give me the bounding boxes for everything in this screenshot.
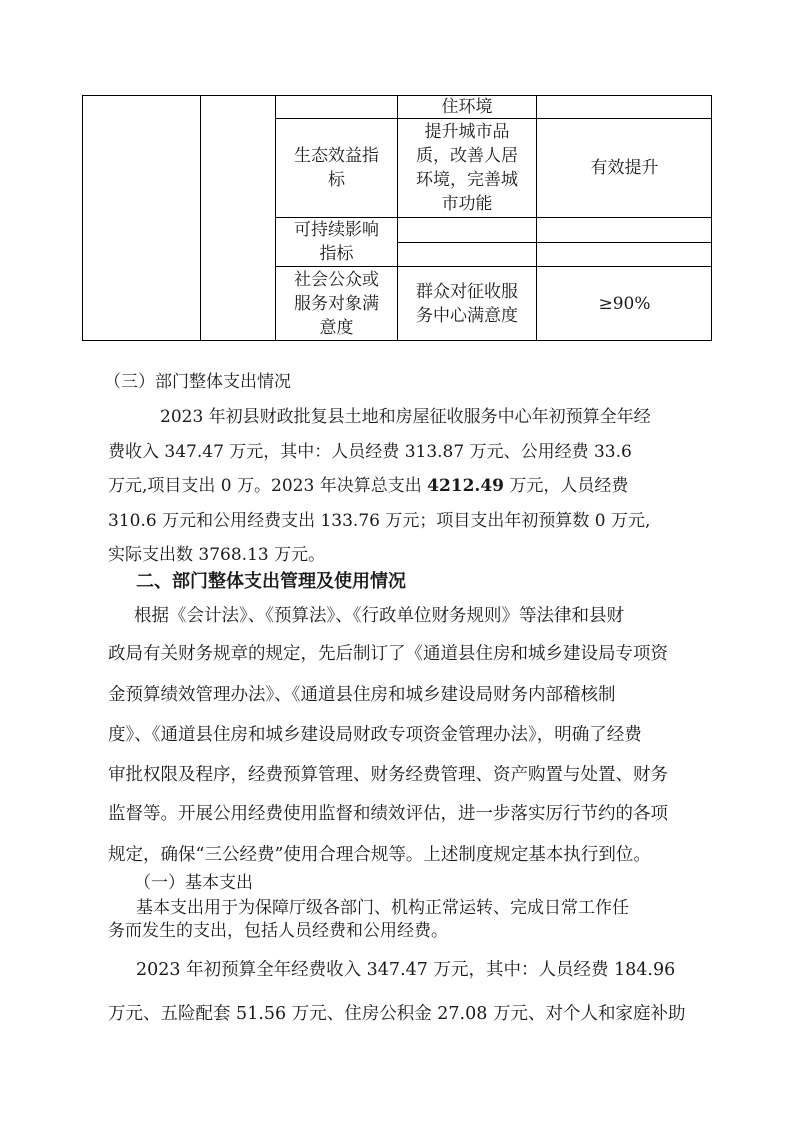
cell-text: 群众对征收服 (416, 281, 518, 302)
section-heading-overall-expenditure: （三）部门整体支出情况 (104, 372, 291, 392)
cell-text: 市功能 (441, 194, 493, 214)
paragraph-line: 万元、五险配套 51.56 万元、住房公积金 27.08 万元、对个人和家庭补助 (108, 1004, 686, 1024)
cell-text: 标 (328, 170, 345, 190)
cell-text: 有效提升 (590, 158, 659, 178)
cell-text: 质，改善人居 (416, 146, 518, 166)
paragraph-line: 310.6 万元和公用经费支出 133.76 万元；项目支出年初预算数 0 万元, (108, 511, 651, 531)
table-cell (398, 96, 536, 118)
cell-text: 务中心满意度 (416, 305, 518, 326)
cell-text: 服务对象满 (294, 293, 379, 314)
satisfaction-indicator-value (537, 267, 712, 340)
cell-text: ≥90% (598, 293, 651, 314)
paragraph-line: 监督等。开展公用经费使用监督和绩效评估，进一步落实厉行节约的各项 (108, 804, 668, 824)
paragraph-line: 基本支出用于为保障厅级各部门、机构正常运转、完成日常工作任 (136, 898, 629, 918)
section-heading-basic-expenditure: （一）基本支出 (134, 873, 253, 893)
paragraph-line: 金预算绩效管理办法》、《通道县住房和城乡建设局财务内部稽核制 (108, 685, 616, 705)
paragraph-line: 务而发生的支出，包括人员经费和公用经费。 (108, 921, 448, 941)
satisfaction-indicator-content (398, 267, 536, 340)
cell-text: 环境，完善城 (416, 170, 518, 190)
cell-text: 指标 (319, 244, 354, 264)
paragraph-line: 审批权限及程序，经费预算管理、财务经费管理、资产购置与处置、财务 (108, 765, 668, 785)
paragraph-line: 根据《会计法》、《预算法》、《行政单位财务规则》等法律和县财 (134, 606, 624, 626)
cell-text: 可持续影响 (294, 220, 379, 240)
paragraph-line: 规定，确保“三公经费”使用合理合规等。上述制度规定基本执行到位。 (108, 845, 651, 865)
paragraph-line: 2023 年初预算全年经费收入 347.47 万元，其中：人员经费 184.96 (136, 960, 676, 980)
total-expenditure-value: 4212.49 (427, 476, 504, 496)
cell-text: 生态效益指 (294, 146, 379, 166)
text-run: 万元,项目支出 0 万。2023 年决算总支出 (108, 476, 428, 496)
table-col-divider (200, 96, 201, 340)
eco-indicator-label (276, 119, 397, 217)
paragraph-line: 政局有关财务规章的规定，先后制订了《通道县住房和城乡建设局专项资 (108, 644, 668, 664)
paragraph-line: 度》、《通道县住房和城乡建设局财政专项资金管理办法》，明确了经费 (108, 725, 642, 745)
satisfaction-indicator-label (276, 267, 397, 340)
section-heading-management: 二、部门整体支出管理及使用情况 (136, 571, 406, 592)
cell-text: 提升城市品 (424, 122, 510, 142)
performance-indicator-table (82, 95, 712, 341)
table-row-divider (397, 242, 711, 243)
paragraph-line: 费收入 347.47 万元，其中：人员经费 313.87 万元、公用经费 33.6 (108, 442, 632, 462)
paragraph-line: 实际支出数 3768.13 万元。 (108, 545, 326, 565)
paragraph-line (108, 471, 628, 496)
paragraph-line: 2023 年初县财政批复县土地和房屋征收服务中心年初预算全年经 (160, 407, 651, 427)
text-run: 万元，人员经费 (504, 476, 629, 496)
cell-text: 住环境 (441, 97, 493, 117)
eco-indicator-value (537, 119, 712, 217)
sustain-indicator-label (276, 218, 397, 266)
cell-text: 社会公众或 (294, 269, 379, 290)
cell-text: 意度 (319, 317, 354, 338)
eco-indicator-content (398, 119, 536, 217)
